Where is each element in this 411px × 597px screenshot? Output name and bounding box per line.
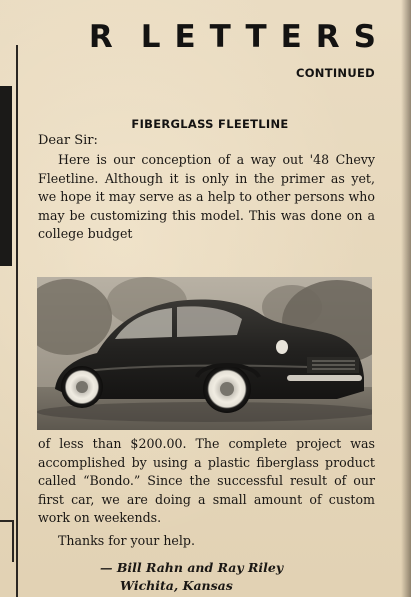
car-photo [37, 277, 372, 430]
letter-paragraph-1: Here is our conception of a way out '48 Chevy Fleetline. Although it is only in the primer as yet, we hope it may serve as a help to other persons who may be customizing this model. This was done on a college budget [38, 152, 375, 241]
section-title [0, 19, 390, 55]
letter-closing: Thanks for your help. [58, 533, 195, 548]
car-photo-image [37, 277, 372, 430]
page-edge-shadow [401, 0, 411, 597]
signature-location: Wichita, Kansas [120, 578, 233, 593]
adjacent-column-box [0, 520, 14, 562]
section-subtitle: CONTINUED [295, 66, 375, 80]
letter-salutation: Dear Sir: [38, 133, 98, 148]
letter-paragraph-2: of less than $200.00. The complete project was accomplished by using a plastic fiberglass product called “Bondo.” Since the successful result of our first car, we are doing a small amount of custom work on weekends. [38, 436, 375, 525]
signature-names: — Bill Rahn and Ray Riley [100, 560, 284, 575]
letter-heading: FIBERGLASS FLEETLINE [131, 117, 289, 131]
letter-signature [100, 559, 370, 595]
section-title-text: LETTERS [140, 19, 390, 55]
adjacent-column-bar [0, 86, 12, 266]
section-title-fragment: R [88, 19, 127, 55]
column-divider-rule [16, 45, 18, 597]
